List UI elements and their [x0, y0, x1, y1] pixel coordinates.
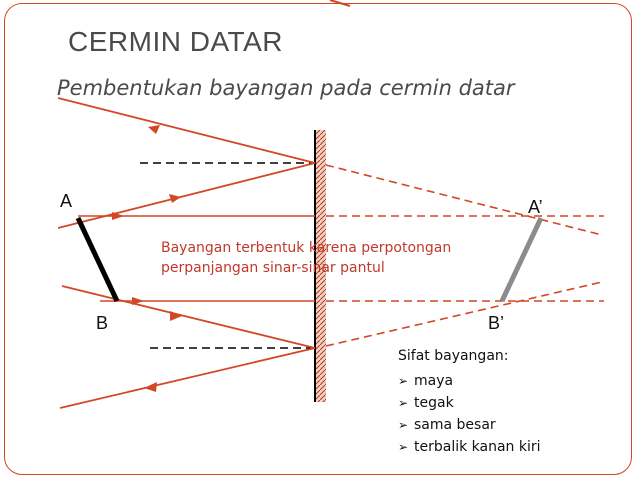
note-line-1: Bayangan terbentuk karena perpotongan [161, 240, 452, 256]
properties-list [398, 370, 541, 458]
properties-heading: Sifat bayangan: [398, 348, 509, 364]
arrowhead-incident-upper [169, 194, 181, 203]
list-item: ➢ sama besar [398, 414, 541, 436]
label-B-prime: B’ [488, 313, 505, 333]
top-edge-arrow-fragment [330, 0, 350, 6]
note-line-2: perpanjangan sinar-sinar pantul [161, 260, 385, 276]
extension-lower [326, 282, 602, 346]
arrowhead-reflected-upper [148, 125, 160, 134]
arrowhead-incident-lower [170, 311, 182, 321]
slide-subtitle: Pembentukan bayangan pada cermin datar [57, 76, 515, 100]
label-A-prime: A’ [528, 197, 543, 217]
list-item: ➢ maya [398, 370, 541, 392]
image-formation-note [161, 238, 451, 278]
list-item: ➢ tegak [398, 392, 541, 414]
extension-upper [326, 165, 602, 235]
image-A-prime-B-prime [502, 218, 541, 301]
slide-title: CERMIN DATAR [68, 26, 283, 57]
arrow-bullet-icon: ➢ [398, 418, 409, 432]
object-AB [78, 218, 117, 301]
arrow-bullet-icon: ➢ [398, 440, 409, 454]
incident-ray-upper [58, 163, 315, 228]
list-item: ➢ terbalik kanan kiri [398, 436, 541, 458]
image-properties [398, 348, 541, 458]
label-B: B [96, 313, 109, 333]
arrow-bullet-icon: ➢ [398, 396, 409, 410]
arrow-bullet-icon: ➢ [398, 374, 409, 388]
reflected-ray-lower [60, 348, 315, 408]
label-A: A [60, 191, 73, 211]
reflected-ray-upper [58, 98, 315, 163]
